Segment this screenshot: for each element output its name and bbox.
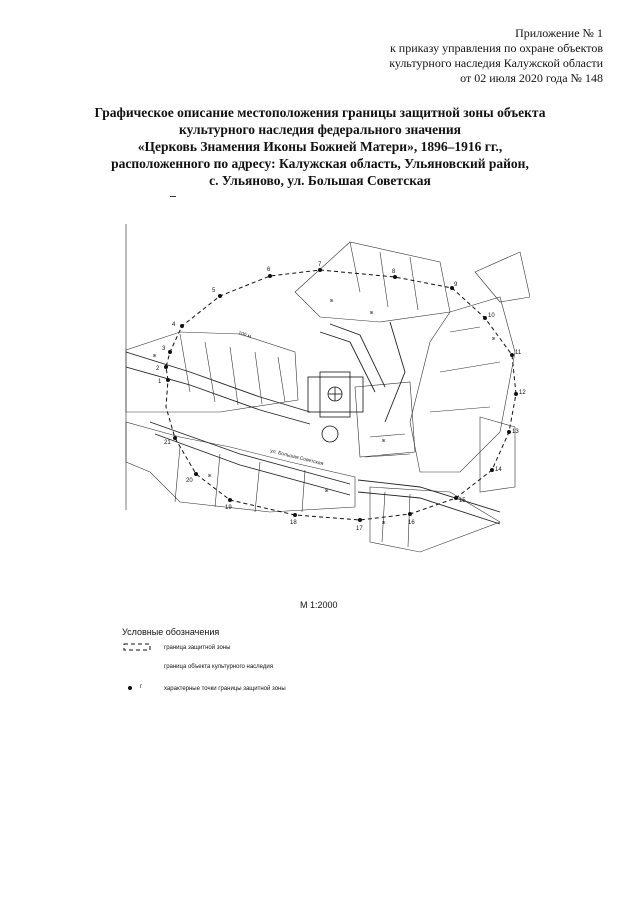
- point-label: 9: [454, 282, 458, 288]
- point-label: 5: [212, 288, 216, 294]
- parcels: [126, 242, 530, 552]
- point-label: 15: [459, 498, 466, 504]
- point-label: 18: [290, 520, 297, 526]
- legend-title: Условные обозначения: [122, 627, 220, 637]
- appendix-line: культурного наследия Калужской области: [389, 56, 603, 70]
- lot-label: ж: [370, 310, 374, 316]
- title-line: «Церковь Знамения Иконы Божией Матери», 1896–1916 гг.,: [137, 139, 503, 154]
- scan-mark: [170, 196, 176, 197]
- point-label: 8: [392, 269, 396, 275]
- appendix-line: от 02 июля 2020 года № 148: [460, 71, 603, 85]
- point-label: 14: [495, 467, 502, 473]
- lot-label: ж: [153, 353, 157, 359]
- legend-text: граница защитной зоны: [164, 645, 231, 651]
- point-label: 21: [164, 440, 171, 446]
- point-label: 6: [267, 267, 271, 273]
- appendix-header: [389, 26, 603, 86]
- point-label: 4: [172, 322, 176, 328]
- dashed-boundary-symbol: [122, 642, 154, 652]
- lot-label: ж: [325, 488, 329, 494]
- point-label: 19: [225, 505, 232, 511]
- legend-text: граница объекта культурного наследия: [164, 664, 273, 670]
- appendix-line: Приложение № 1: [515, 26, 603, 40]
- point-label: 20: [186, 478, 193, 484]
- legend-text: характерные точки границы защитной зоны: [164, 686, 286, 692]
- street-label: ул. Большая Советская: [269, 448, 324, 468]
- point-label: 17: [356, 526, 363, 532]
- title-line: с. Ульяново, ул. Большая Советская: [209, 173, 431, 188]
- lot-label: ж: [492, 336, 496, 342]
- protection-zone-map: [120, 222, 530, 612]
- lot-label: ж: [382, 520, 386, 526]
- point-label: 11: [515, 350, 522, 356]
- map-scale: М 1:2000: [300, 600, 338, 610]
- title-line: Графическое описание местоположения границы защитной зоны объекта: [94, 105, 546, 120]
- point-label: 10: [488, 313, 495, 319]
- document-title: [60, 104, 580, 189]
- point-label: 1: [158, 379, 162, 385]
- point-label: 2: [156, 366, 160, 372]
- point-label: 13: [512, 429, 519, 435]
- title-line: расположенного по адресу: Калужская область, Ульяновский район,: [111, 156, 529, 171]
- church-object: [308, 372, 363, 442]
- point-label: 3: [162, 346, 166, 352]
- point-label: 12: [519, 390, 526, 396]
- point-label: 7: [318, 262, 322, 268]
- lot-label: ж: [330, 298, 334, 304]
- appendix-line: к приказу управления по охране объектов: [389, 41, 603, 55]
- point-marker-label: г: [140, 684, 143, 690]
- title-line: культурного наследия федерального значения: [179, 122, 461, 137]
- lot-label: ж: [382, 438, 386, 444]
- lot-label: ж: [208, 473, 212, 479]
- roads: [126, 322, 500, 524]
- distance-label: 100 м: [237, 330, 252, 340]
- point-marker-symbol: [122, 683, 154, 693]
- point-label: 16: [408, 520, 415, 526]
